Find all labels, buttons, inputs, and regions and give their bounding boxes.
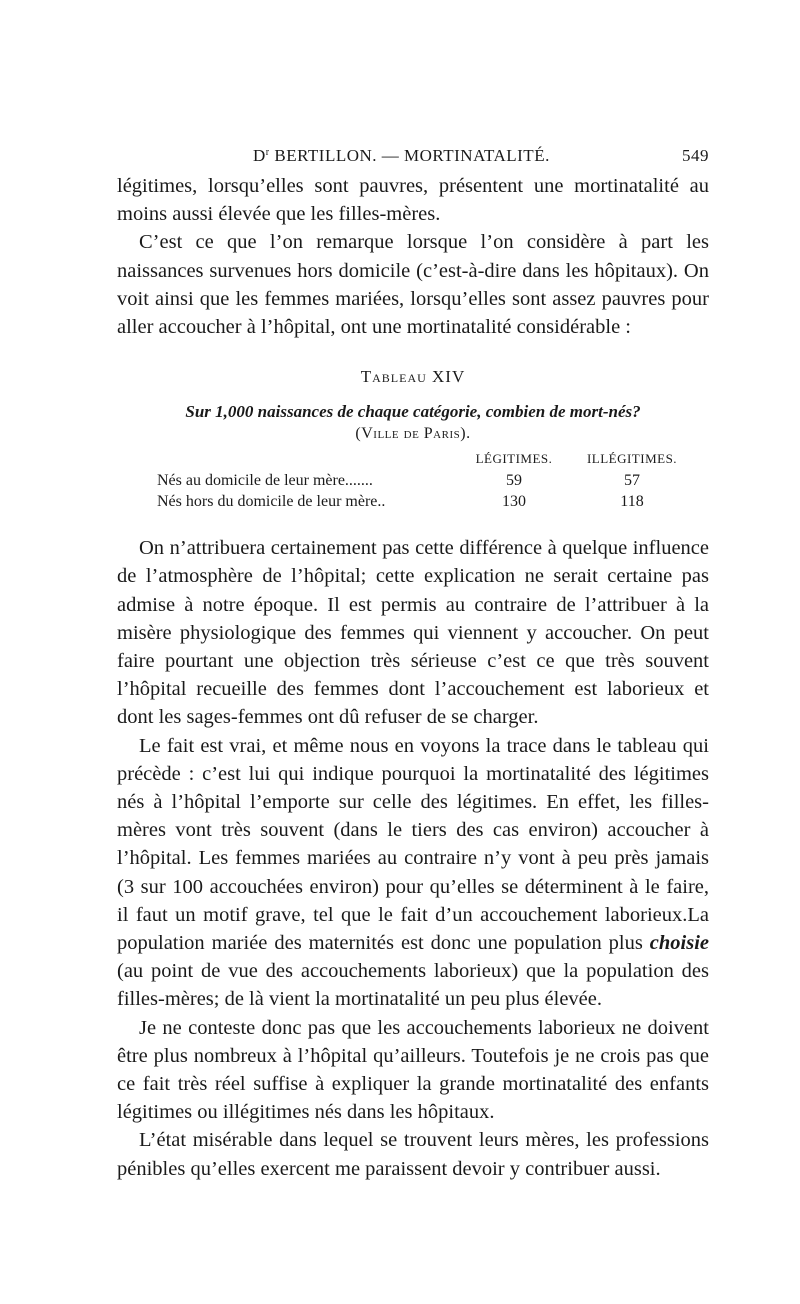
table-header-row xyxy=(157,449,691,470)
cell-illegitimes: 118 xyxy=(620,493,644,511)
emphasis-choisie: choisie xyxy=(649,932,709,955)
row-label: Nés hors du domicile de leur mère.. xyxy=(157,493,386,511)
table-city: (Ville de Paris). xyxy=(355,425,471,443)
table-title: Tableau XIV xyxy=(360,367,466,387)
table-header-blank xyxy=(157,449,455,470)
mortinatality-table xyxy=(157,449,691,512)
cell-illegitimes: 57 xyxy=(624,472,640,490)
running-title-rest: BERTILLON. — MORTINATALITÉ. xyxy=(269,146,550,165)
column-header-illegitimes: ILLÉGITIMES. xyxy=(586,451,678,467)
running-title xyxy=(253,146,550,166)
page-number: 549 xyxy=(682,146,709,165)
paragraph-fait-vrai-part1: Le fait est vrai, et même nous en voyons la trace dans le tableau qui précède : c’est lui qui indique pourquoi la mortinatalité des légitimes nés à l’hôpital l’emporte sur celle des légitimes. En effet, les filles-mères vont très souvent (dans le tiers des cas environ) accoucher à l’hôpital. Les femmes mariées au contraire n’y vont à peu près jamais (3 sur 100 accouchées environ) pour qu’elles se déterminent à le faire, il faut un motif grave, tel que le fait d’un accouchement laborieux.La population mariée des maternités est donc une population plus xyxy=(117,734,709,955)
paragraph-hors-domicile: C’est ce que l’on remarque lorsque l’on considère à part les naissances survenues hors domicile (c’est-à-dire dans les hôpitaux). On voit ainsi que les femmes mariées, lorsqu’elles sont assez pauvres pour aller accoucher à l’hôpital, ont une mortinatalité considérable : xyxy=(117,231,709,339)
statistics-table-block xyxy=(117,367,709,512)
table-row xyxy=(157,470,691,491)
running-title-sup: r xyxy=(265,147,270,158)
column-header-legitimes: LÉGITIMES. xyxy=(475,451,553,467)
paragraph-fait-vrai xyxy=(117,732,709,1014)
row-label: Nés au domicile de leur mère....... xyxy=(157,472,373,490)
running-title-prefix: D xyxy=(253,146,266,165)
paragraph-conteste: Je ne conteste donc pas que les accouchements laborieux ne doivent être plus nombreux à l’hôpital qu’ailleurs. Toutefois je ne crois pas que ce fait très réel suffise à expliquer la grande mortinatalité des enfants légitimes ou illégitimes nés dans les hôpitaux. xyxy=(117,1016,709,1124)
paragraph-continuation: légitimes, lorsqu’elles sont pauvres, présentent une mortinatalité au moins aussi élevée que les filles-mères. xyxy=(117,175,709,226)
paragraph-attribution: On n’attribuera certainement pas cette différence à quelque influence de l’atmosphère de l’hôpital; cette explication ne serait certaine pas admise à notre époque. Il est permis au contraire de l’attribuer à la misère physiologique des femmes qui viennent y accoucher. On peut faire pourtant une objection très sérieuse c’est ce que très souvent l’hôpital recueille des femmes dont l’accouchement est laborieux et dont les sages-femmes ont dû refuser de se charger. xyxy=(117,537,709,729)
running-head xyxy=(117,146,709,172)
book-page xyxy=(117,146,709,1183)
table-caption: Sur 1,000 naissances de chaque catégorie, combien de mort-nés? xyxy=(185,402,641,422)
paragraph-fait-vrai-part2: (au point de vue des accouchements laborieux) que la population des filles-mères; de là vient la mortinatalité un peu plus élevée. xyxy=(117,960,709,1011)
cell-legitimes: 130 xyxy=(502,493,526,511)
table-row xyxy=(157,491,691,512)
paragraph-etat-miserable: L’état misérable dans lequel se trouvent leurs mères, les professions pénibles qu’elles exercent me paraissent devoir y contribuer aussi. xyxy=(117,1129,709,1180)
cell-legitimes: 59 xyxy=(506,472,522,490)
